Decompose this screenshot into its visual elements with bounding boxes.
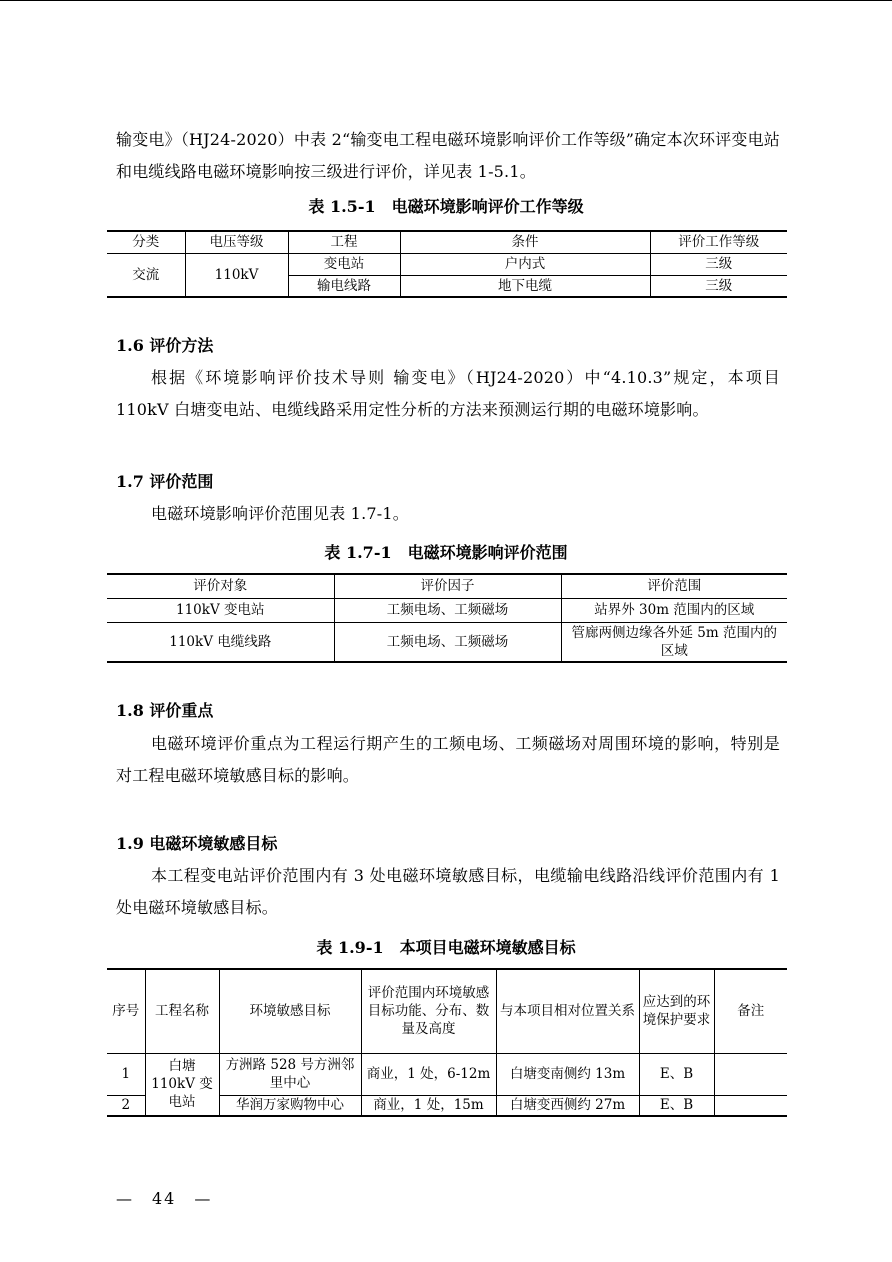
table3-cell-note [714,1053,787,1095]
table2-cell-object: 110kV 电缆线路 [107,622,334,662]
table3-cell-target: 华润万家购物中心 [219,1095,361,1116]
table1-header-voltage: 电压等级 [185,231,288,253]
section-1-9-text: 本工程变电站评价范围内有 3 处电磁环境敏感目标，电缆输电线路沿线评价范围内有 1 处电磁环境敏感目标。 [116,866,780,917]
table3-cell-requirement: E、B [639,1053,714,1095]
table-1-7-1-caption: 表 1.7-1 电磁环境影响评价范围 [324,543,568,562]
table1-cell-class: 交流 [107,253,185,297]
table3-header-no: 序号 [107,969,145,1053]
table3-header-note: 备注 [714,969,787,1053]
table3-header-requirement: 应达到的环境保护要求 [639,969,714,1053]
table2-cell-factor: 工频电场、工频磁场 [334,622,561,662]
table-1-5-1-caption: 表 1.5-1 电磁环境影响评价工作等级 [308,197,584,216]
table3-cell-no: 2 [107,1095,145,1116]
table3-cell-function: 商业，1 处，6-12m [361,1053,496,1095]
section-1-9-heading: 1.9 电磁环境敏感目标 [116,834,278,853]
table3-cell-requirement: E、B [639,1095,714,1116]
table3-cell-position: 白塘变南侧约 13m [496,1053,639,1095]
table3-header-function: 评价范围内环境敏感目标功能、分布、数量及高度 [361,969,496,1053]
section-1-7-text: 电磁环境影响评价范围见表 1.7-1。 [151,504,409,523]
table1-header-project: 工程 [288,231,400,253]
section-1-8-text: 电磁环境评价重点为工程运行期产生的工频电场、工频磁场对周围环境的影响，特别是对工程电磁环境敏感目标的影响。 [116,734,780,785]
table2-cell-range: 站界外 30m 范围内的区域 [561,598,787,622]
section-1-8-heading: 1.8 评价重点 [116,701,214,720]
table3-cell-note [714,1095,787,1116]
table3-cell-target: 方洲路 528 号方洲邻里中心 [219,1053,361,1095]
table3-cell-no: 1 [107,1053,145,1095]
table2-header-factor: 评价因子 [334,574,561,598]
table1-cell-condition: 地下电缆 [400,275,650,297]
table2-cell-range: 管廊两侧边缘各外延 5m 范围内的区域 [561,622,787,662]
table1-header-class: 分类 [107,231,185,253]
table1-header-condition: 条件 [400,231,650,253]
table1-cell-project: 变电站 [288,253,400,275]
table1-cell-voltage: 110kV [185,253,288,297]
table2-header-object: 评价对象 [107,574,334,598]
table3-header-target: 环境敏感目标 [219,969,361,1053]
table3-header-position: 与本项目相对位置关系 [496,969,639,1053]
section-1-6-text: 根据《环境影响评价技术导则 输变电》（HJ24-2020）中“4.10.3”规定，本项目 110kV 白塘变电站、电缆线路采用定性分析的方法来预测运行期的电磁环境影响。 [116,368,780,419]
table1-cell-level: 三级 [650,275,787,297]
table2-header-range: 评价范围 [561,574,787,598]
table1-cell-project: 输电线路 [288,275,400,297]
table-1-9-1 [107,968,787,1117]
table-1-5-1 [107,230,787,298]
intro-paragraph: 输变电》（HJ24-2020）中表 2“输变电工程电磁环境影响评价工作等级”确定本次环评变电站和电缆线路电磁环境影响按三级进行评价，详见表 1-5.1。 [116,130,780,181]
table1-cell-level: 三级 [650,253,787,275]
table3-cell-function: 商业，1 处，15m [361,1095,496,1116]
table3-cell-position: 白塘变西侧约 27m [496,1095,639,1116]
table3-cell-project: 白塘 110kV 变电站 [145,1053,219,1116]
table-1-9-1-caption: 表 1.9-1 本项目电磁环境敏感目标 [316,938,576,957]
page-number: — 44 — [116,1189,213,1208]
section-1-7-heading: 1.7 评价范围 [116,472,214,491]
table-1-7-1 [107,573,787,663]
table2-cell-factor: 工频电场、工频磁场 [334,598,561,622]
table1-cell-condition: 户内式 [400,253,650,275]
table3-header-project: 工程名称 [145,969,219,1053]
table1-header-level: 评价工作等级 [650,231,787,253]
section-1-6-heading: 1.6 评价方法 [116,336,214,355]
table2-cell-object: 110kV 变电站 [107,598,334,622]
top-border-line [0,0,892,1]
